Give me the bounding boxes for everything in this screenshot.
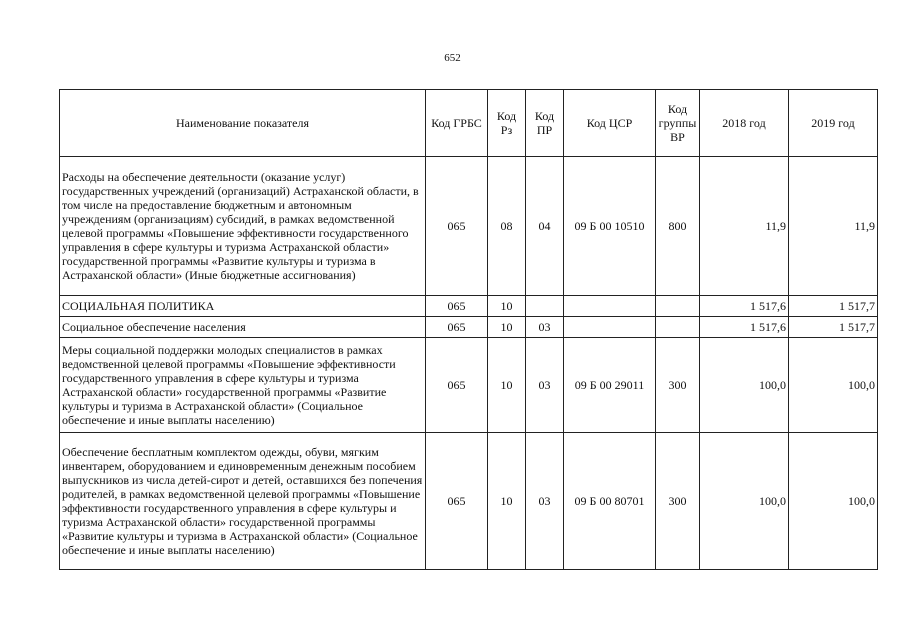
row-grbs: 065 (426, 157, 488, 296)
row-2019: 100,0 (789, 433, 878, 570)
row-vr (656, 296, 700, 317)
row-csr: 09 Б 00 10510 (564, 157, 656, 296)
row-grbs: 065 (426, 433, 488, 570)
table-row (60, 338, 878, 433)
row-name: СОЦИАЛЬНАЯ ПОЛИТИКА (60, 296, 426, 317)
header-vr: Код группы ВР (656, 90, 700, 157)
row-2019: 1 517,7 (789, 296, 878, 317)
row-2019: 100,0 (789, 338, 878, 433)
table-row (60, 317, 878, 338)
row-csr (564, 296, 656, 317)
row-2019: 11,9 (789, 157, 878, 296)
row-2018: 11,9 (700, 157, 789, 296)
row-pr: 03 (526, 433, 564, 570)
header-pr: Код ПР (526, 90, 564, 157)
page-number: 652 (444, 52, 461, 64)
table-row (60, 296, 878, 317)
row-pr (526, 296, 564, 317)
row-2019: 1 517,7 (789, 317, 878, 338)
row-vr: 800 (656, 157, 700, 296)
row-vr: 300 (656, 433, 700, 570)
row-name: Меры социальной поддержки молодых специалистов в рамках ведомственной целевой программы «Повышение эффективности государственного управления в сфере культуры и туризма Астраханской области» государственной программы «Развитие культуры и туризма в Астраханской области» (Социальное обеспечение и иные выплаты населению) (60, 338, 426, 433)
row-pr: 03 (526, 317, 564, 338)
row-vr (656, 317, 700, 338)
row-2018: 100,0 (700, 338, 789, 433)
row-grbs: 065 (426, 296, 488, 317)
row-csr: 09 Б 00 80701 (564, 433, 656, 570)
table-row (60, 157, 878, 296)
table-row (60, 433, 878, 570)
header-grbs: Код ГРБС (426, 90, 488, 157)
header-rz: Код Рз (488, 90, 526, 157)
row-grbs: 065 (426, 317, 488, 338)
header-row (60, 90, 878, 157)
row-csr (564, 317, 656, 338)
budget-table (59, 89, 878, 570)
header-2018: 2018 год (700, 90, 789, 157)
row-2018: 100,0 (700, 433, 789, 570)
row-name: Обеспечение бесплатным комплектом одежды, обуви, мягким инвентарем, оборудованием и единовременным денежным пособием выпускников из числа детей-сирот и детей, оставшихся без попечения родителей, в рамках ведомственной целевой программы «Повышение эффективности государственного управления в сфере культуры и туризма Астраханской области» государственной программы «Развитие культуры и туризма в Астраханской области» (Социальное обеспечение и иные выплаты населению) (60, 433, 426, 570)
row-name: Расходы на обеспечение деятельности (оказание услуг) государственных учреждений (организаций) Астраханской области, в том числе на предоставление бюджетным и автономным учреждениям (организациям) субсидий, в рамках ведомственной целевой программы «Повышение эффективности государственного управления в сфере культуры и туризма Астраханской области» государственной программы «Развитие культуры и туризма в Астраханской области» (Иные бюджетные ассигнования) (60, 157, 426, 296)
row-pr: 03 (526, 338, 564, 433)
header-name: Наименование показателя (60, 90, 426, 157)
row-grbs: 065 (426, 338, 488, 433)
row-pr: 04 (526, 157, 564, 296)
row-rz: 08 (488, 157, 526, 296)
row-rz: 10 (488, 317, 526, 338)
row-vr: 300 (656, 338, 700, 433)
row-csr: 09 Б 00 29011 (564, 338, 656, 433)
header-2019: 2019 год (789, 90, 878, 157)
row-rz: 10 (488, 338, 526, 433)
row-rz: 10 (488, 296, 526, 317)
row-2018: 1 517,6 (700, 296, 789, 317)
header-csr: Код ЦСР (564, 90, 656, 157)
row-name: Социальное обеспечение населения (60, 317, 426, 338)
row-rz: 10 (488, 433, 526, 570)
row-2018: 1 517,6 (700, 317, 789, 338)
